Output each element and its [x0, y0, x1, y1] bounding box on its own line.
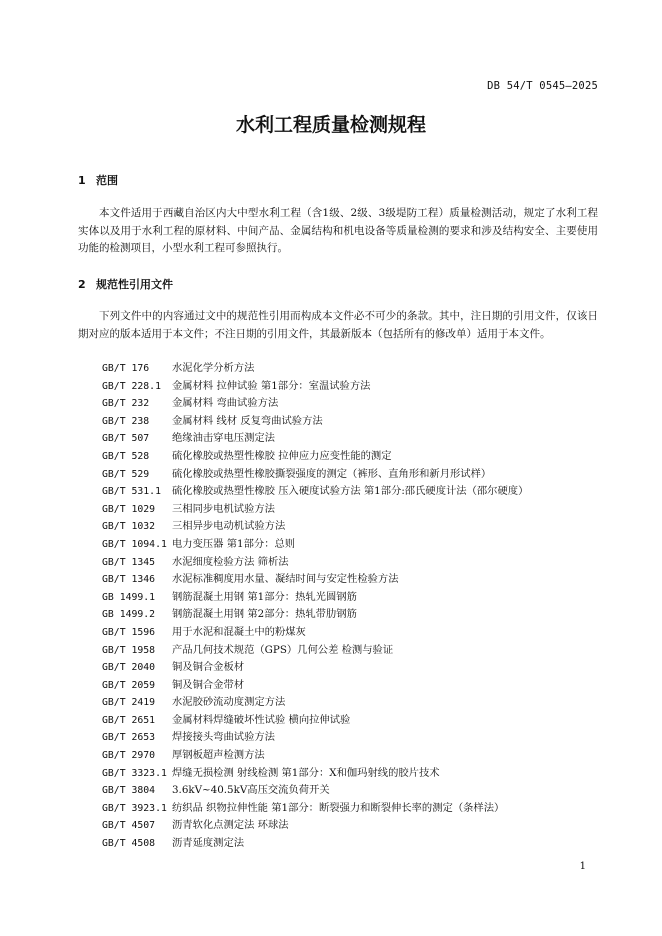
reference-item: [102, 765, 602, 783]
reference-title: 3.6kV~40.5kV高压交流负荷开关: [172, 784, 330, 797]
reference-code: GB 1499.2: [102, 609, 156, 621]
reference-code: GB/T 3923.1: [102, 802, 167, 814]
reference-code: GB/T 528: [102, 450, 150, 462]
reference-title: 金属材料焊缝破坏性试验 横向拉伸试验: [172, 713, 351, 726]
reference-item: [102, 554, 602, 572]
reference-code: GB/T 1958: [102, 644, 156, 656]
document-title: 水利工程质量检测规程: [235, 114, 426, 136]
reference-title: 硫化橡胶或热塑性橡胶 压入硬度试验方法 第1部分:邵氏硬度计法（邵尔硬度）: [172, 485, 529, 498]
reference-title: 纺织品 织物拉伸性能 第1部分：断裂强力和断裂伸长率的测定（条样法）: [172, 801, 505, 814]
reference-title: 绝缘油击穿电压测定法: [172, 432, 275, 445]
reference-code: GB/T 2059: [102, 679, 156, 691]
reference-item: [102, 360, 602, 378]
reference-title: 沥青延度测定法: [172, 837, 245, 850]
reference-title: 铜及铜合金板材: [172, 661, 245, 674]
section-number: 2: [78, 278, 86, 291]
reference-item: [102, 430, 602, 448]
reference-code: GB/T 2651: [102, 714, 156, 726]
reference-title: 水泥标准稠度用水量、凝结时间与安定性检验方法: [172, 573, 399, 586]
reference-code: GB/T 3323.1: [102, 767, 167, 779]
references-intro-paragraph: 下列文件中的内容通过文中的规范性引用而构成本文件必不可少的条款。其中，注日期的引用文件，仅该日期对应的版本适用于本文件；不注日期的引用文件，其最新版本（包括所有的修改单）适用于本文件。: [78, 310, 598, 340]
reference-item: [102, 642, 602, 660]
reference-code: GB/T 232: [102, 398, 150, 410]
reference-code: GB/T 2970: [102, 750, 156, 762]
reference-title: 焊接接头弯曲试验方法: [172, 731, 275, 744]
reference-item: [102, 782, 602, 800]
section-number: 1: [78, 174, 86, 187]
reference-code: GB/T 3804: [102, 785, 156, 797]
reference-title: 焊缝无损检测 射线检测 第1部分：X和伽玛射线的胶片技术: [172, 766, 440, 779]
scope-paragraph: 本文件适用于西藏自治区内大中型水利工程（含1级、2级、3级堤防工程）质量检测活动，规定了水利工程实体以及用于水利工程的原材料、中间产品、金属结构和机电设备等质量检测的要求和涉及结构安全、主要使用功能的检测项目，小型水利工程可参照执行。: [78, 207, 598, 254]
reference-code: GB/T 529: [102, 468, 150, 480]
reference-item: [102, 677, 602, 695]
reference-item: [102, 378, 602, 396]
reference-title: 金属材料 线材 反复弯曲试验方法: [172, 414, 323, 427]
reference-item: [102, 571, 602, 589]
reference-code: GB/T 4507: [102, 820, 156, 832]
section-title: 范围: [96, 174, 118, 187]
reference-code: GB/T 1345: [102, 556, 156, 568]
reference-item: [102, 606, 602, 624]
reference-title: 水泥胶砂流动度测定方法: [172, 696, 286, 709]
reference-item: [102, 817, 602, 835]
reference-title: 电力变压器 第1部分：总则: [172, 537, 296, 550]
reference-item: [102, 483, 602, 501]
reference-item: [102, 466, 602, 484]
reference-title: 三相异步电动机试验方法: [172, 520, 286, 533]
reference-item: [102, 729, 602, 747]
reference-title: 沥青软化点测定法 环球法: [172, 819, 289, 832]
reference-title: 用于水泥和混凝土中的粉煤灰: [172, 625, 306, 638]
reference-item: [102, 835, 602, 853]
reference-code: GB/T 238: [102, 415, 150, 427]
section-title: 规范性引用文件: [96, 278, 173, 291]
reference-code: GB/T 1596: [102, 626, 156, 638]
reference-item: [102, 624, 602, 642]
reference-title: 硫化橡胶或热塑性橡胶撕裂强度的测定（裤形、直角形和新月形试样）: [172, 467, 492, 480]
reference-code: GB/T 228.1: [102, 380, 161, 392]
reference-code: GB 1499.1: [102, 591, 156, 603]
reference-code: GB/T 4508: [102, 838, 156, 850]
reference-item: [102, 800, 602, 818]
reference-title: 三相同步电机试验方法: [172, 502, 275, 515]
reference-title: 水泥细度检验方法 筛析法: [172, 555, 289, 568]
reference-title: 钢筋混凝土用钢 第2部分：热轧带肋钢筋: [172, 608, 357, 621]
reference-title: 水泥化学分析方法: [172, 362, 255, 374]
reference-code: GB/T 507: [102, 433, 150, 445]
reference-code: GB/T 1032: [102, 521, 156, 533]
reference-title: 钢筋混凝土用钢 第1部分：热轧光圆钢筋: [172, 590, 357, 603]
reference-item: [102, 659, 602, 677]
reference-title: 金属材料 弯曲试验方法: [172, 397, 279, 410]
reference-code: GB/T 2040: [102, 662, 156, 674]
standard-code: DB 54/T 0545—2025: [487, 80, 598, 92]
reference-code: GB/T 1346: [102, 574, 156, 586]
reference-code: GB/T 176: [102, 363, 150, 374]
reference-title: 产品几何技术规范（GPS）几何公差 检测与验证: [172, 643, 394, 656]
reference-code: GB/T 2419: [102, 697, 156, 709]
reference-item: [102, 395, 602, 413]
reference-item: [102, 694, 602, 712]
reference-code: GB/T 1029: [102, 503, 156, 515]
reference-list: [102, 360, 602, 853]
reference-title: 铜及铜合金带材: [172, 678, 245, 691]
reference-item: [102, 747, 602, 765]
reference-code: GB/T 531.1: [102, 486, 161, 498]
reference-item: [102, 501, 602, 519]
section-heading-scope: [78, 172, 118, 188]
reference-title: 金属材料 拉伸试验 第1部分：室温试验方法: [172, 379, 371, 392]
reference-code: GB/T 2653: [102, 732, 156, 744]
reference-item: [102, 448, 602, 466]
reference-item: [102, 518, 602, 536]
reference-code: GB/T 1094.1: [102, 538, 167, 550]
reference-title: 厚钢板超声检测方法: [172, 749, 265, 762]
reference-item: [102, 712, 602, 730]
section-heading-normative-references: [78, 276, 173, 292]
reference-item: [102, 413, 602, 431]
page-number: 1: [579, 861, 586, 872]
reference-item: [102, 589, 602, 607]
reference-item: [102, 536, 602, 554]
reference-title: 硫化橡胶或热塑性橡胶 拉伸应力应变性能的测定: [172, 449, 392, 462]
